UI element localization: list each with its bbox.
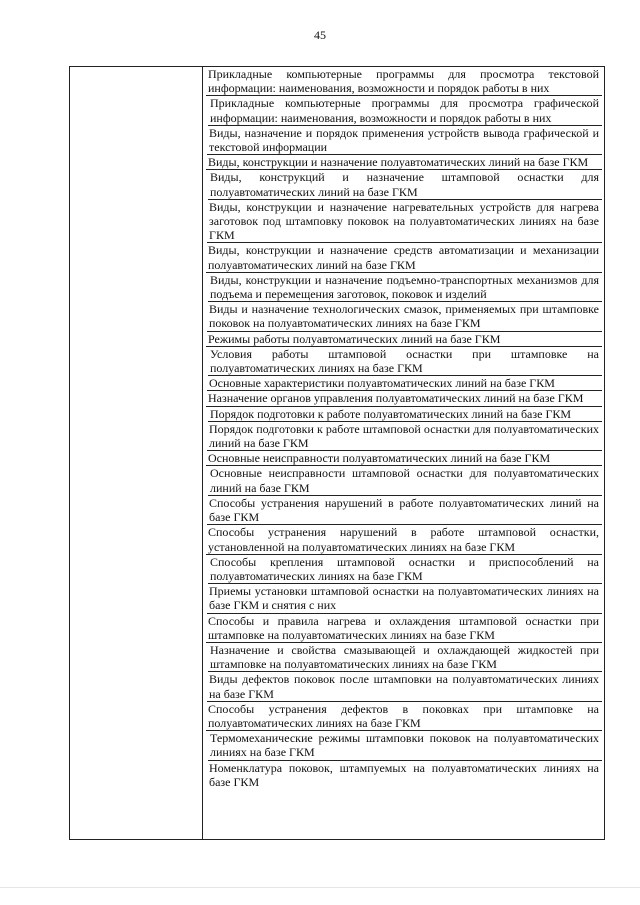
table-row: Назначение и свойства смазывающей и охлаждающей жидкостей при штамповке на полуавтоматических линиях на базе ГКМ <box>208 643 602 672</box>
table-row: Режимы работы полуавтоматических линий на базе ГКМ <box>206 332 602 347</box>
requirements-table <box>69 66 605 840</box>
table-row: Прикладные компьютерные программы для просмотра текстовой информации: наименования, возможности и порядок работы в них <box>206 67 602 96</box>
table-row: Виды, конструкции и назначение нагревательных устройств для нагрева заготовок под штамповку поковок на полуавтоматических линиях на базе ГКМ <box>207 200 602 244</box>
table-left-column <box>70 67 203 839</box>
table-row: Способы устранения дефектов в поковках при штамповке на полуавтоматических линиях на базе ГКМ <box>206 702 602 731</box>
table-row: Виды, назначение и порядок применения устройств вывода графической и текстовой информации <box>207 126 602 155</box>
page-number: 45 <box>314 28 326 42</box>
table-row: Номенклатура поковок, штампуемых на полуавтоматических линиях на базе ГКМ <box>209 760 599 789</box>
table-row: Основные неисправности штамповой оснастки для полуавтоматических линий на базе ГКМ <box>208 466 602 495</box>
table-row: Способы и правила нагрева и охлаждения штамповой оснастки при штамповке на полуавтоматических линиях на базе ГКМ <box>206 614 602 643</box>
table-row: Прикладные компьютерные программы для просмотра графической информации: наименования, возможности и порядок работы в них <box>208 96 602 125</box>
table-row: Виды, конструкций и назначение штамповой оснастки для полуавтоматических линий на базе ГКМ <box>208 170 602 199</box>
table-row: Порядок подготовки к работе штамповой оснастки для полуавтоматических линий на базе ГКМ <box>207 422 602 451</box>
table-row: Виды дефектов поковок после штамповки на полуавтоматических линиях на базе ГКМ <box>207 672 602 701</box>
table-row: Виды, конструкции и назначение полуавтоматических линий на базе ГКМ <box>206 155 602 170</box>
table-row: Назначение органов управления полуавтоматических линий на базе ГКМ <box>206 391 602 406</box>
table-row: Способы устранения нарушений в работе полуавтоматических линий на базе ГКМ <box>207 496 602 525</box>
table-row: Условия работы штамповой оснастки при штамповке на полуавтоматических линиях на базе ГКМ <box>208 347 602 376</box>
table-row: Виды, конструкции и назначение подъемно-транспортных механизмов для подъема и перемещения заготовок, поковок и изделий <box>208 273 602 302</box>
table-row: Порядок подготовки к работе полуавтоматических линий на базе ГКМ <box>208 407 602 422</box>
table-row: Способы крепления штамповой оснастки и приспособлений на полуавтоматических линиях на базе ГКМ <box>208 555 602 584</box>
table-row: Виды, конструкции и назначение средств автоматизации и механизации полуавтоматических линий на базе ГКМ <box>206 243 602 272</box>
table-row: Приемы установки штамповой оснастки на полуавтоматических линиях на базе ГКМ и снятия с них <box>207 584 602 613</box>
table-row: Виды и назначение технологических смазок, применяемых при штамповке поковок на полуавтоматических линиях на базе ГКМ <box>207 302 602 331</box>
page-bottom-edge <box>0 887 640 888</box>
table-rows <box>205 67 602 789</box>
table-row: Основные характеристики полуавтоматических линий на базе ГКМ <box>207 376 602 391</box>
table-row: Термомеханические режимы штамповки поковок на полуавтоматических линиях на базе ГКМ <box>208 731 602 760</box>
table-row: Основные неисправности полуавтоматических линий на базе ГКМ <box>206 451 602 466</box>
table-row: Способы устранения нарушений в работе штамповой оснастки, установленной на полуавтоматических линиях на базе ГКМ <box>206 525 602 554</box>
